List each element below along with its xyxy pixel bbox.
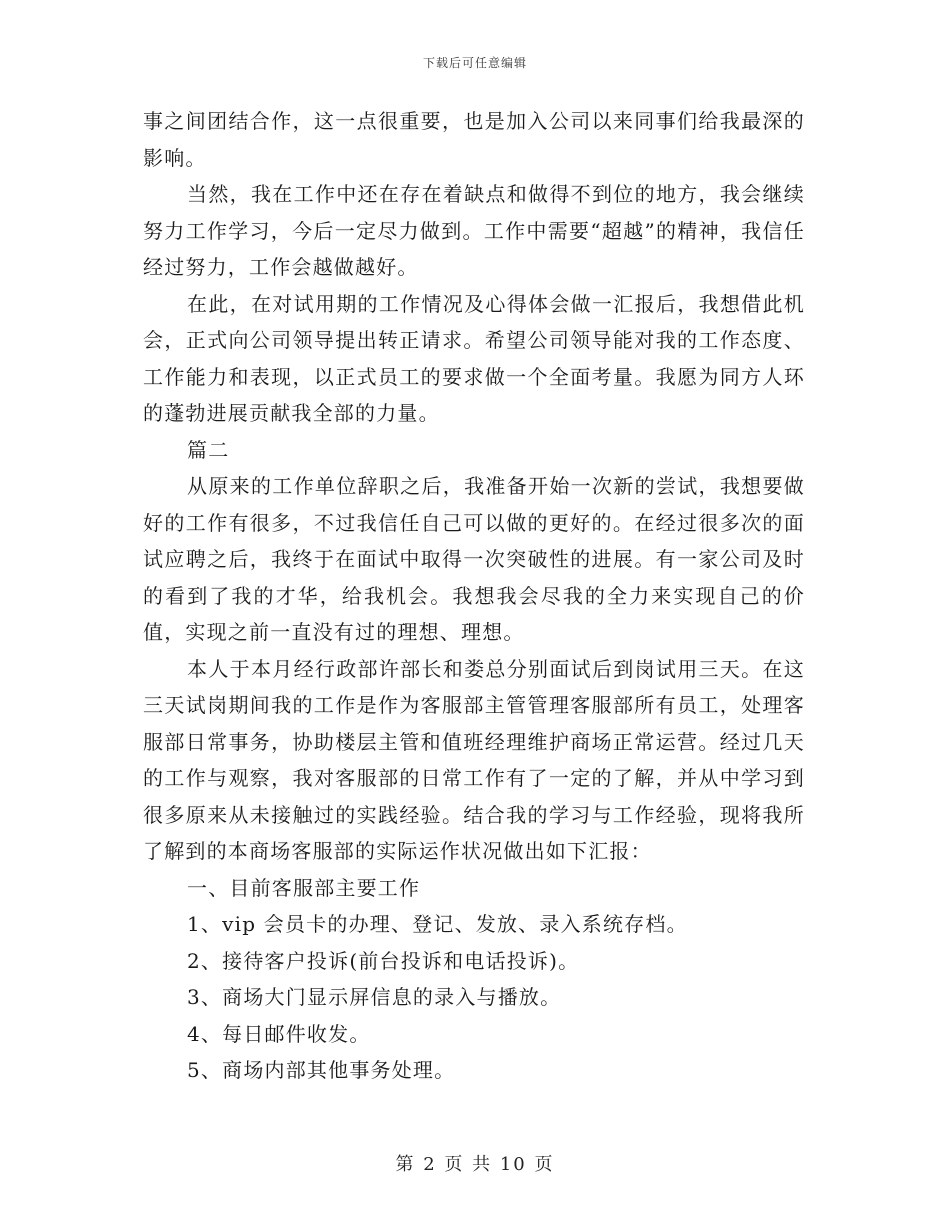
paragraph: 当然，我在工作中还在存在着缺点和做得不到位的地方，我会继续努力工作学习，今后一定尽力做到。工作中需要“超越”的精神，我信任经过努力，工作会越做越好。 <box>143 182 805 279</box>
list-item: 3、商场大门显示屏信息的录入与播放。 <box>187 985 562 1009</box>
section-heading-pian-er: 篇二 <box>187 437 230 462</box>
document-body <box>143 103 805 1089</box>
paragraph: 在此，在对试用期的工作情况及心得体会做一汇报后，我想借此机会，正式向公司领导提出转正请求。希望公司领导能对我的工作态度、工作能力和表现，以正式员工的要求做一个全面考量。我愿为同方人环的蓬勃进展贡献我全部的力量。 <box>143 291 805 425</box>
page-number-footer: 第 2 页 共 10 页 <box>395 1154 555 1175</box>
paragraph: 从原来的工作单位辞职之后，我准备开始一次新的尝试，我想要做好的工作有很多，不过我信任自己可以做的更好的。在经过很多次的面试应聘之后，我终于在面试中取得一次突破性的进展。有一家公司及时的看到了我的才华，给我机会。我想我会尽我的全力来实现自己的价值，实现之前一直没有过的理想、理想。 <box>143 474 805 644</box>
list-item: 1、vip 会员卡的办理、登记、发放、录入系统存档。 <box>187 912 688 936</box>
list-item: 2、接待客户投诉(前台投诉和电话投诉)。 <box>187 948 580 973</box>
page-header: 下载后可任意编辑 <box>422 56 527 70</box>
paragraph-continuation: 事之间团结合作，这一点很重要，也是加入公司以来同事们给我最深的影响。 <box>143 109 805 170</box>
list-item: 4、每日邮件收发。 <box>187 1021 371 1046</box>
paragraph: 本人于本月经行政部许部长和娄总分别面试后到岗试用三天。在这三天试岗期间我的工作是作为客服部主管管理客服部所有员工，处理客服部日常事务，协助楼层主管和值班经理维护商场正常运营。经过几天的工作与观察，我对客服部的日常工作有了一定的了解，并从中学习到很多原来从未接触过的实践经验。结合我的学习与工作经验，现将我所了解到的本商场客服部的实际运作状况做出如下汇报： <box>143 656 805 863</box>
section-heading-main-work: 一、目前客服部主要工作 <box>187 875 421 900</box>
list-item: 5、商场内部其他事务处理。 <box>187 1058 456 1082</box>
